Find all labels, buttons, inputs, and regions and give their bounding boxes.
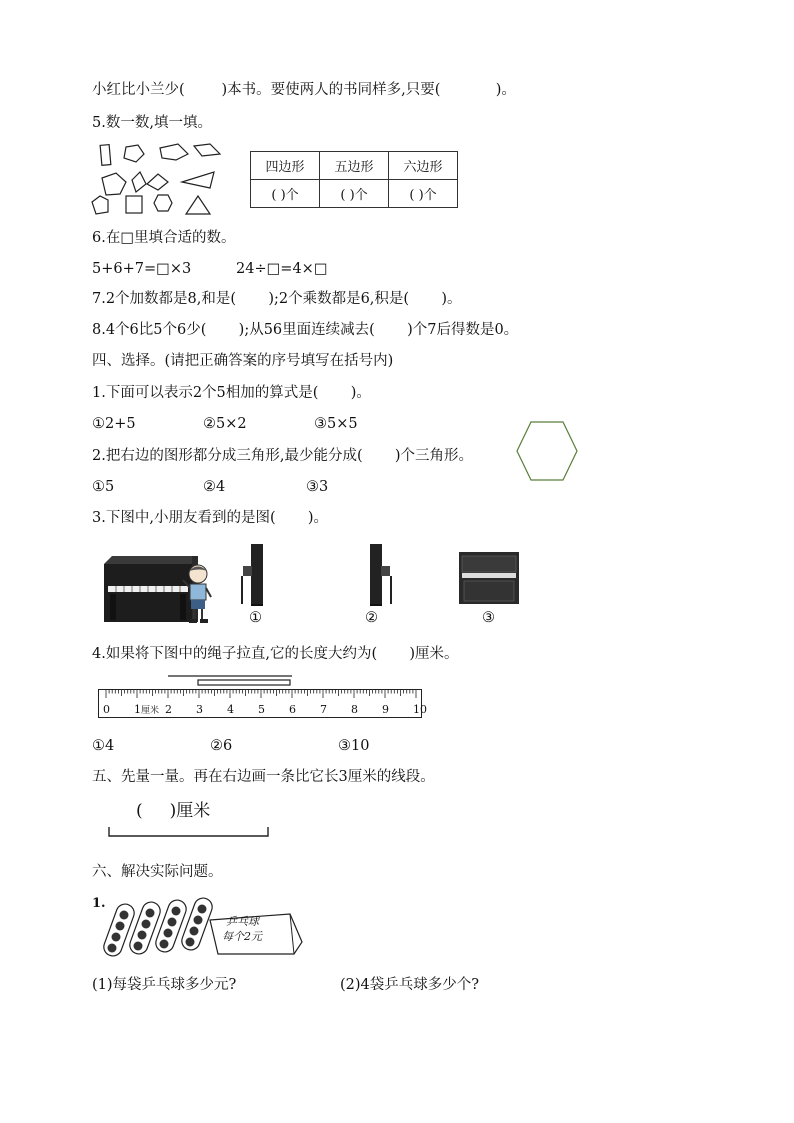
answer-cell[interactable]: ( )个 xyxy=(251,180,320,208)
choice-option[interactable]: ②5×2 xyxy=(203,416,247,432)
section-4-title: 四、选择。(请把正确答案的序号填写在括号内) xyxy=(92,353,394,369)
hexagon-figure xyxy=(515,420,579,482)
choice-question-4: 4.如果将下图中的绳子拉直,它的长度大约为( )厘米。 xyxy=(92,646,459,662)
ruler-label: 1 xyxy=(134,703,141,716)
answer-cell[interactable]: ( )个 xyxy=(320,180,389,208)
choice-option[interactable]: ③10 xyxy=(338,738,370,754)
choice-option[interactable]: ①4 xyxy=(92,738,115,754)
header-quadrilateral: 四边形 xyxy=(251,152,320,180)
choice-question-1: 1.下面可以表示2个5相加的算式是( )。 xyxy=(92,385,371,401)
measure-blank[interactable]: ( )厘米 xyxy=(136,801,211,821)
ruler-label: 9 xyxy=(382,703,389,716)
line-segment xyxy=(108,826,270,838)
shapes-figure xyxy=(92,140,232,218)
piano-side-view-1 xyxy=(237,542,277,606)
rope-figure xyxy=(160,674,300,688)
child-figure xyxy=(180,562,216,624)
choice-option[interactable]: ①2+5 xyxy=(92,416,136,432)
count-table xyxy=(250,151,458,208)
price-sign-line-1: 乒乓球 xyxy=(226,915,259,928)
section-5-title: 五、先量一量。再在右边画一条比它长3厘米的线段。 xyxy=(92,769,435,785)
question-6: 6.在□里填合适的数。 xyxy=(92,230,236,246)
ruler-label: 2 xyxy=(165,703,172,716)
sub-question-1: (1)每袋乒乓球多少元? xyxy=(92,977,237,993)
picture-label[interactable]: ② xyxy=(365,610,378,626)
question-7: 7.2个加数都是8,和是( );2个乘数都是6,积是( )。 xyxy=(92,291,462,307)
ruler-label: 5 xyxy=(258,703,265,716)
ruler-label: 4 xyxy=(227,703,234,716)
q6-expression-a: 5+6+7=□×3 xyxy=(92,261,192,277)
picture-label[interactable]: ① xyxy=(249,610,262,626)
choice-option[interactable]: ②4 xyxy=(203,479,226,495)
choice-option[interactable]: ③3 xyxy=(306,479,329,495)
ruler-unit: 厘米 xyxy=(141,706,160,716)
q6-expression-b: 24÷□=4×□ xyxy=(236,261,328,277)
piano-side-view-2 xyxy=(356,542,396,606)
choice-option[interactable]: ②6 xyxy=(210,738,233,754)
ruler-label: 0 xyxy=(103,703,110,716)
ruler-label: 6 xyxy=(289,703,296,716)
question-5: 5.数一数,填一填。 xyxy=(92,115,212,131)
choice-question-3: 3.下图中,小朋友看到的是图( )。 xyxy=(92,510,329,526)
ping-pong-bags-figure xyxy=(104,895,224,961)
problem-number: 1. xyxy=(92,896,106,911)
choice-option[interactable]: ③5×5 xyxy=(314,416,358,432)
sub-question-2: (2)4袋乒乓球多少个? xyxy=(340,977,480,993)
ruler-label: 10 xyxy=(413,703,427,716)
choice-option[interactable]: ①5 xyxy=(92,479,115,495)
header-hexagon: 六边形 xyxy=(389,152,458,180)
piano-back-view xyxy=(458,551,520,605)
picture-label[interactable]: ③ xyxy=(482,610,495,626)
header-pentagon: 五边形 xyxy=(320,152,389,180)
question-8: 8.4个6比5个6少( );从56里面连续减去( )个7后得数是0。 xyxy=(92,322,519,338)
fill-line-books: 小红比小兰少( )本书。要使两人的书同样多,只要( )。 xyxy=(92,82,516,98)
ruler-label: 7 xyxy=(320,703,327,716)
ruler xyxy=(98,689,427,719)
price-sign-line-2: 每个2元 xyxy=(222,930,262,943)
ruler-label: 8 xyxy=(351,703,358,716)
section-6-title: 六、解决实际问题。 xyxy=(92,864,223,880)
choice-question-2: 2.把右边的图形都分成三角形,最少能分成( )个三角形。 xyxy=(92,448,474,464)
ruler-label: 3 xyxy=(196,703,203,716)
answer-cell[interactable]: ( )个 xyxy=(389,180,458,208)
